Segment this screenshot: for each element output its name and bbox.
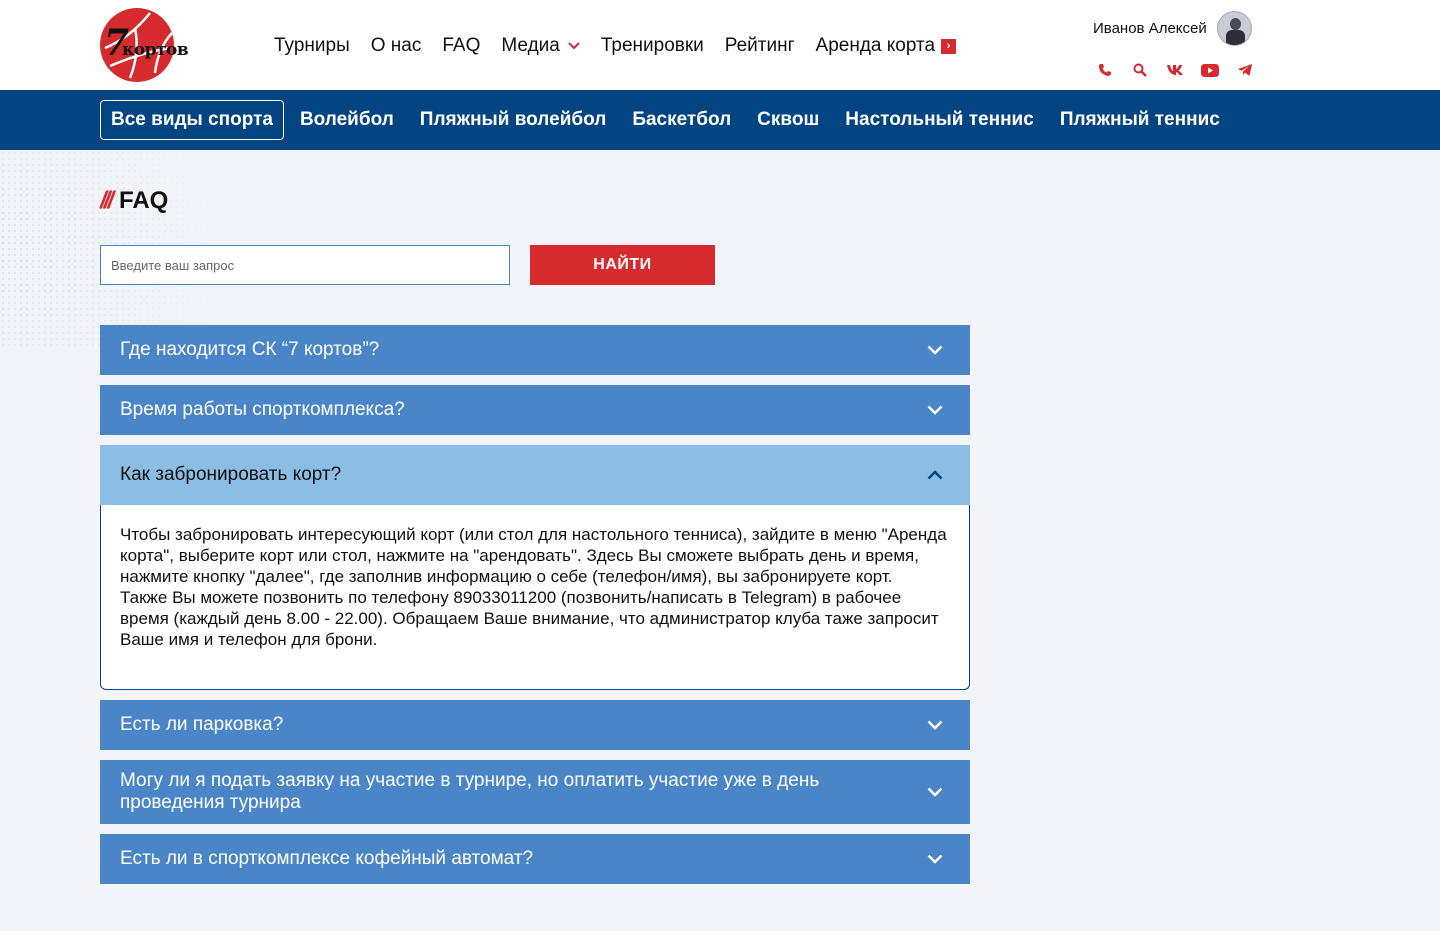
faq-item [100,325,970,375]
nav-label: Рейтинг [724,35,795,56]
telegram-icon[interactable] [1235,61,1255,79]
chevron-up-icon [920,470,950,480]
page-title-text: FAQ [119,187,169,214]
vk-icon[interactable] [1165,61,1185,79]
main-nav [274,33,977,59]
faq-question[interactable] [100,325,970,375]
faq-question-text: Время работы спорткомплекса? [120,399,405,420]
sport-tab-beach-volleyball[interactable]: Пляжный волейбол [419,109,607,130]
sport-tab-table-tennis[interactable]: Настольный теннис [845,109,1034,130]
nav-item-court-rental[interactable] [816,35,957,57]
faq-item [100,760,970,824]
search-button[interactable]: НАЙТИ [530,245,715,285]
chevron-down-icon [920,854,950,864]
chevron-down-icon [920,405,950,415]
chevron-down-icon [920,345,950,355]
nav-item-rating[interactable] [725,35,795,57]
faq-question[interactable] [100,760,970,824]
nav-label: О нас [370,35,422,56]
sport-tab-squash[interactable]: Сквош [757,109,820,130]
logo-seven: 7 [104,22,130,64]
social-links [1095,61,1270,79]
faq-question[interactable] [100,385,970,435]
user-name: Иванов Алексей [1093,20,1207,37]
nav-item-media[interactable] [501,35,579,57]
nav-label: Медиа [501,35,560,56]
nav-item-faq[interactable] [442,35,480,57]
nav-label: Турниры [274,35,350,56]
chevron-down-icon [920,787,950,797]
nav-item-trainings[interactable] [601,35,704,57]
faq-question[interactable] [100,834,970,884]
faq-question-text: Как забронировать корт? [120,464,342,485]
faq-item-expanded [100,445,970,690]
title-slashes-decoration: /// [100,187,112,214]
nav-label: Аренда корта [815,35,936,56]
sports-nav [0,90,1440,150]
youtube-icon[interactable] [1200,61,1220,79]
faq-answer-paragraph: Чтобы забронировать интересующий корт (или стол для настольного тенниса), зайдите в меню "Аренда корта", выберите корт или стол, нажмите на "арендовать". Здесь Вы сможете выбрать день и время, нажмите кнопку "далее", где заполнив информацию о себе (телефон/имя), вы забронируете корт. [120,525,947,586]
nav-item-about[interactable] [371,35,422,57]
arrow-right-icon: › [941,39,956,54]
chevron-down-icon [920,720,950,730]
nav-label: Тренировки [600,35,704,56]
search-icon[interactable] [1130,61,1150,79]
faq-question[interactable] [100,700,970,750]
search-input[interactable] [100,245,510,285]
faq-question-text: Могу ли я подать заявку на участие в турнире, но оплатить участие уже в день проведения турнира [120,770,820,813]
avatar[interactable] [1217,11,1252,46]
faq-answer [100,505,970,690]
sport-tab-basketball[interactable]: Баскетбол [632,109,732,130]
faq-item [100,834,970,884]
sport-tab-volleyball[interactable]: Волейбол [299,109,394,130]
faq-question-text: Есть ли в спорткомплексе кофейный автомат? [120,848,534,869]
faq-question[interactable] [100,445,970,505]
chevron-down-icon [568,42,580,50]
nav-item-tournaments[interactable] [274,35,350,57]
phone-icon[interactable] [1095,61,1115,79]
site-header [0,0,1440,90]
logo-word: кортов [122,40,189,60]
faq-question-text: Где находится СК “7 кортов”? [120,339,380,360]
nav-label: FAQ [442,35,481,56]
user-profile[interactable] [1093,11,1252,46]
faq-item [100,385,970,435]
sport-tab-all[interactable]: Все виды спорта [100,100,284,140]
faq-question-text: Есть ли парковка? [120,714,284,735]
faq-item [100,700,970,750]
page-title [100,187,168,215]
sport-tab-beach-tennis[interactable]: Пляжный теннис [1059,109,1220,130]
faq-answer-paragraph: Также Вы можете позвонить по телефону 89033011200 (позвонить/написать в Telegram) в рабочее время (каждый день 8.00 - 22.00). Обращаем Ваше внимание, что администратор клуба таже запросит Ваше имя и телефон для брони. [120,588,939,649]
site-logo[interactable] [100,8,195,83]
